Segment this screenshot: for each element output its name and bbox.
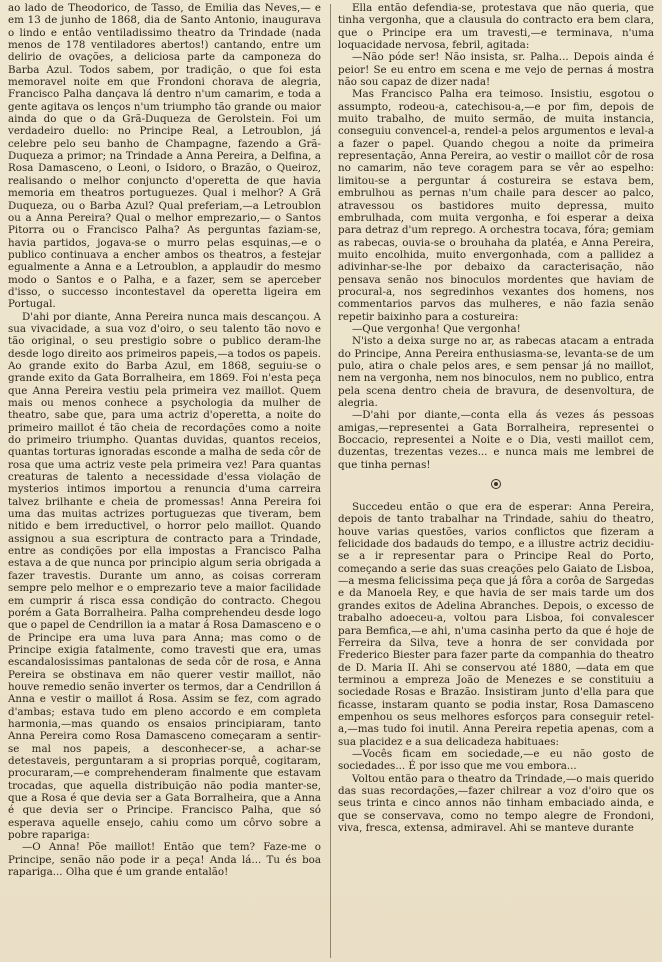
- paragraph: Succedeu então o que era de esperar: Anna Pereira, depois de tanto trabalhar na Trindade, sahiu do theatro, houve varias questões, varios conflictos que fizeram a felicidade dos badauds do tempo, e a illustre actriz decidiu-se a ir representar para o Principe Real do Porto, começando a serie das suas creações pelo Gaiato de Lisboa,—a mesma felicissima peça que já fôra a corôa de Sargedas e da Manoela Rey, e que havia de ser mais tarde um dos grandes exitos de Adelina Abranches. Depois, o excesso de trabalho adoeceu-a, voltou para Lisboa, foi convalescer para Bemfica,—e ahi, n'uma casinha perto da que é hoje de Ferreira da Silva, teve a honra de ser convidada por Frederico Biester para fazer parte da companhia do theatro de D. Maria II. Ahi se conservou até 1880, —data em que terminou a empreza João de Menezes e se constituiu a sociedade Rosas e Brazão. Insistiram junto d'ella para que ficasse, instaram quanto se podia instar, Rosa Damasceno empenhou os seus melhores esforços para conseguir retel-a,—mas tudo foi inutil. Anna Pereira repetia apenas, com a sua placidez e a sua delicadeza habituaes:: [338, 501, 654, 748]
- left-column: [8, 2, 321, 960]
- paragraph: N'isto a deixa surge no ar, as rabecas atacam a entrada do Principe, Anna Pereira enthusiasma-se, levanta-se de um pulo, atira o chale pelos ares, e sem pensar já no maillot, nem na vergonha, nem nos binoculos, nem no publico, entra pela scena dentro cheia de bravura, de desenvoltura, de alegria.: [338, 335, 654, 409]
- paragraph: D'ahi por diante, Anna Pereira nunca mais descançou. A sua vivacidade, a sua voz d'oiro, o seu talento tão novo e tão original, o seu prestigio sobre o publico deram-lhe desde logo direito aos primeiros papeis,—a todos os papeis. Ao grande exito do Barba Azul, em 1868, seguiu-se o grande exito da Gata Borralheira, em 1869. Foi n'esta peça que Anna Pereira vestiu pela primeira vez maillot. Quem mais ou menos conhece a psychologia da mulher de theatro, sabe que, para uma actriz d'operetta, a noite do primeiro maillot é tão cheia de recordações como a noite do primeiro triumpho. Quantas duvidas, quantos receios, quantas torturas ignoradas esconde a malha de seda côr de rosa que uma actriz veste pela primeira vez! Para quantas creaturas de talento a necessidade d'essa violação de mysterios intimos importou a renuncia d'uma carreira talvez brilhante e cheia de promessas! Anna Pereira foi uma das muitas actrizes portuguezas que tiveram, bem nitido e bem irreductivel, o horror pelo maillot. Quando assignou a sua escriptura de contracto para a Trindade, entre as condições por ella impostas a Francisco Palha estava a de que nunca por principio algum seria obrigada a fazer travestis. Durante um anno, as coisas correram sempre pelo melhor e o emprezario teve a maior facilidade em cumprir á risca essa condição do contracto. Chegou porém a Gata Borralheira. Palha comprehendeu desde logo que o papel de Cendrillon ia a matar á Rosa Damasceno e o de Principe era uma luva para Anna; mas como o de Principe exigia fatalmente, como travesti que era, umas escandalosissimas pantalonas de seda côr de rosa, e Anna Pereira se obstinava em não querer vestir maillot, não houve remedio senão inverter os termos, dar a Cendrillon á Anna e vestir o maillot á Rosa. Assim se fez, com agrado d'ambas; estava tudo em pleno accordo e em completa harmonia,—mas quando os ensaios principiaram, tanto Anna Pereira como Rosa Damasceno começaram a sentir-se mal nos papeis, a desconhecer-se, a achar-se detestaveis, perguntaram a si proprias porquê, cogitaram, procuraram,—e comprehenderam finalmente que estavam trocadas, que aquella distribuição não podia manter-se, que a Rosa é que devia ser a Gata Borralheira, que a Anna é que devia ser o Principe. Francisco Palha, que só esperava aquelle ensejo, cahiu como um côrvo sobre a pobre rapariga:: [8, 310, 321, 842]
- paragraph: ao lado de Theodorico, de Tasso, de Emilia das Neves,— e em 13 de junho de 1868, dia de Santo Antonio, inaugurava o lindo e entâo ventiladissimo theatro da Trindade (nada menos de 178 ventiladores abertos!) cantando, entre um delirio de ovações, a deliciosa parte da camponeza do Barba Azul. Todos sabem, por tradição, o que foi esta memoravel noite em que Frondoni chorava de alegria, Francisco Palha dançava lá dentro n'um camarim, e toda a gente agitava os lenços n'um triumpho tão grande ou maior ainda do que o da Grã-Duqueza de Gerolstein. Foi um verdadeiro duello: no Principe Real, a Letroublon, já celebre pelo seu banho de Champagne, fazendo a Grã-Duqueza a primor; na Trindade a Anna Pereira, a Delfina, a Rosa Damasceno, o Leoni, o Isidoro, o Brazão, o Queiroz, realisando o melhor conjuncto d'operetta de que havia memoria em theatros portuguezes. Qual i melhor? A Grã Duqueza, ou o Barba Azul? Qual preferiam,—a Letroublon ou a Anna Pereira? Qual o melhor emprezario,— o Santos Pitorra ou o Francisco Palha? As perguntas faziam-se, havia partidos, jogava-se o murro pelas esquinas,—e o publico continuava a encher ambos os theatros, a festejar egualmente a Anna e a Letroublon, a applaudir do mesmo modo o Santos e o Palha, e a fazer, sem se aperceber d'isso, o successo incontestavel da operetta ligeira em Portugal.: [8, 2, 321, 311]
- paragraph: —Não póde ser! Não insista, sr. Palha... Depois ainda é peior! Se eu entro em scena e me vejo de pernas á mostra não sou capaz de dizer nada!: [338, 51, 654, 89]
- paragraph: Ella então defendia-se, protestava que não queria, que tinha vergonha, que a clausula do contracto era bem clara, que o Principe era um travesti,—e terminava, n'uma loquacidade nervosa, febril, agitada:: [338, 2, 654, 52]
- paragraph: Mas Francisco Palha era teimoso. Insistiu, esgotou o assumpto, rodeou-a, catechisou-a,—e por fim, depois de muito trabalho, de muito sermão, de muita instancia, conseguiu convencel-a, rendel-a pelos argumentos e leval-a a fazer o papel. Quando chegou a noite da primeira representação, Anna Pereira, ao vestir o maillot côr de rosa no camarim, não teve coragem para se vêr ao espelho: limitou-se a perguntar á costureira se estava bem, embrulhou as pernas n'um chaile para descer ao palco, atravessou os bastidores muito depressa, muito embrulhada, com muita vergonha, e foi esperar a deixa para detraz d'um repregо. A orchestra tocava, fóra; gemiam as rabecas, ouvia-se o brouhaha da platéa, e Anna Pereira, muito encolhida, muito envergonhada, com a pallidez a adivinhar-se-lhe por debaixo da caracterisação, não pensava senão nos binoculos mordentes que haviam de procural-a, nos segredinhos vexantes dos homens, nos commentarios parvos das mulheres, e não fazia senão repetir baixinho para a costureira:: [338, 88, 654, 323]
- column-divider: [330, 4, 331, 958]
- section-separator: [338, 479, 654, 491]
- paragraph: —Que vergonha! Que vergonha!: [352, 322, 521, 335]
- paragraph: —D'ahi por diante,—conta ella ás vezes ás pessoas amigas,—representei a Gata Borralheira, representei o Boccacio, representei a Noite e o Dia, vesti maillot cem, duzentas, trezentas vezes... e nunca mais me lembrei de que tinha pernas!: [338, 409, 654, 471]
- paragraph: Voltou então para o theatro da Trindade,—o mais querido das suas recordações,—fazer chilrear a voz d'oiro que os seus trinta e cinco annos não tinham embaciado ainda, e que se conservava, como no tempo alegre de Frondoni, viva, fresca, extensa, admiravel. Ahi se manteve durante: [338, 772, 654, 834]
- paragraph: —Vocês ficam em sociedade,—e eu não gosto de sociedades... É por isso que me vou embora...: [338, 747, 654, 773]
- right-column: [338, 2, 654, 960]
- paragraph: —O Anna! Põe maillot! Então que tem? Faze-me o Principe, senão não pode ir a peça! Anda lá... Tu és boa rapariga... Olha que é um grande entalão!: [8, 841, 321, 879]
- ornament-circle-icon: [491, 479, 501, 489]
